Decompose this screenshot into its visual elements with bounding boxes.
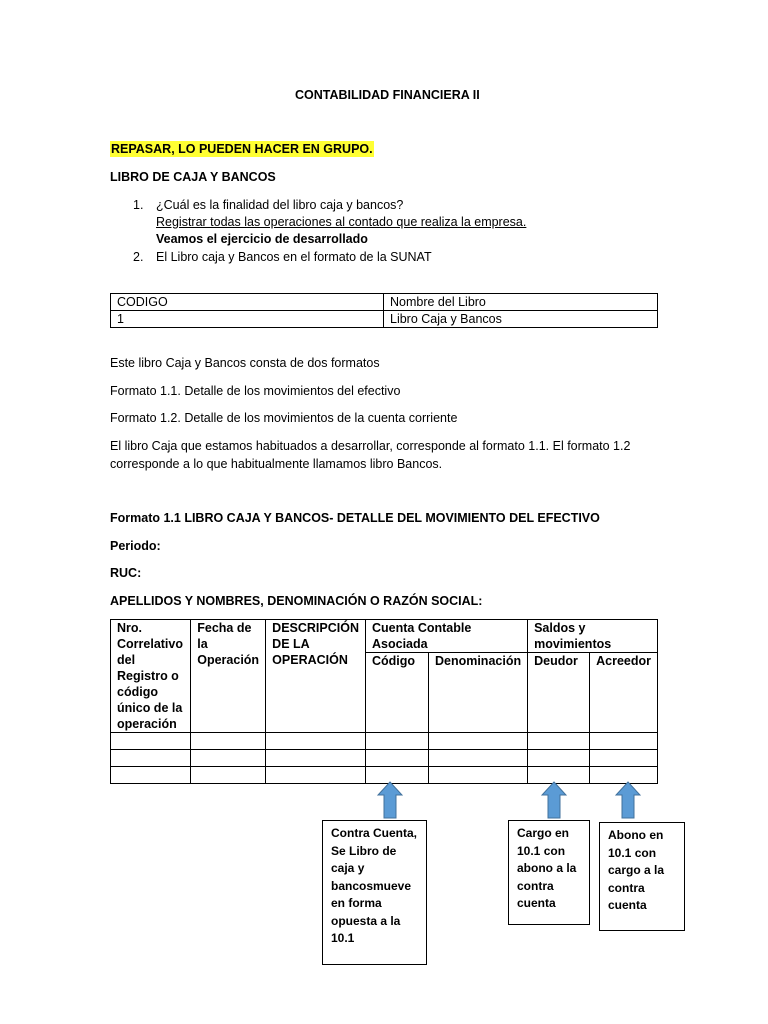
- paragraph: Formato 1.2. Detalle de los movimientos de la cuenta corriente: [110, 411, 458, 425]
- table-row: [111, 294, 658, 311]
- highlight-note: REPASAR, LO PUEDEN HACER EN GRUPO.: [111, 142, 373, 156]
- up-arrow-icon: [615, 781, 641, 819]
- note-cargo: Cargo en 10.1 con abono a la contra cuenta: [508, 820, 590, 925]
- col-deudor: Deudor: [528, 653, 590, 733]
- paragraph: corresponde a lo que habitualmente llamamos libro Bancos.: [110, 457, 443, 471]
- col-descripcion: DESCRIPCIÓN DE LA OPERACIÓN: [266, 620, 366, 733]
- table-row: [111, 750, 658, 767]
- list-item-answer: Registrar todas las operaciones al contado que realiza la empresa.: [156, 215, 527, 229]
- list-item-exercise: Veamos el ejercicio de desarrollado: [156, 232, 368, 246]
- list-item-sunat: El Libro caja y Bancos en el formato de la SUNAT: [156, 250, 432, 264]
- col-codigo: Código: [366, 653, 429, 733]
- page-title: CONTABILIDAD FINANCIERA II: [295, 88, 480, 102]
- group-cuenta-contable: Cuenta Contable Asociada: [366, 620, 528, 653]
- list-number-2: 2.: [133, 250, 144, 264]
- code-header: CODIGO: [111, 294, 384, 311]
- code-value: 1: [111, 311, 384, 328]
- format-title: Formato 1.1 LIBRO CAJA Y BANCOS- DETALLE DEL MOVIMIENTO DEL EFECTIVO: [110, 511, 600, 525]
- paragraph: El libro Caja que estamos habituados a desarrollar, corresponde al formato 1.1. El formato 1.2: [110, 439, 631, 453]
- table-row: [111, 733, 658, 750]
- ruc-label: RUC:: [110, 566, 142, 580]
- col-fecha: Fecha de la Operación: [191, 620, 266, 733]
- note-contra-cuenta: Contra Cuenta, Se Libro de caja y bancosmueve en forma opuesta a la 10.1: [322, 820, 427, 965]
- razon-social-label: APELLIDOS Y NOMBRES, DENOMINACIÓN O RAZÓN SOCIAL:: [110, 594, 483, 608]
- note-abono: Abono en 10.1 con cargo a la contra cuenta: [599, 822, 685, 931]
- col-denominacion: Denominación: [428, 653, 527, 733]
- book-name-header: Nombre del Libro: [384, 294, 658, 311]
- list-number-1: 1.: [133, 198, 144, 212]
- col-acreedor: Acreedor: [590, 653, 658, 733]
- list-item-question: ¿Cuál es la finalidad del libro caja y bancos?: [156, 198, 404, 212]
- col-correlativo: Nro. Correlativo del Registro o código único de la operación: [111, 620, 191, 733]
- table-row: [111, 311, 658, 328]
- group-saldos: Saldos y movimientos: [528, 620, 658, 653]
- code-table: [110, 293, 658, 328]
- paragraph: Formato 1.1. Detalle de los movimientos del efectivo: [110, 384, 401, 398]
- table-row: [111, 620, 658, 653]
- book-name-value: Libro Caja y Bancos: [384, 311, 658, 328]
- periodo-label: Periodo:: [110, 539, 161, 553]
- up-arrow-icon: [541, 781, 567, 819]
- section-heading: LIBRO DE CAJA Y BANCOS: [110, 170, 276, 184]
- paragraph: Este libro Caja y Bancos consta de dos formatos: [110, 356, 380, 370]
- up-arrow-icon: [377, 781, 403, 819]
- cash-book-table: [110, 619, 658, 784]
